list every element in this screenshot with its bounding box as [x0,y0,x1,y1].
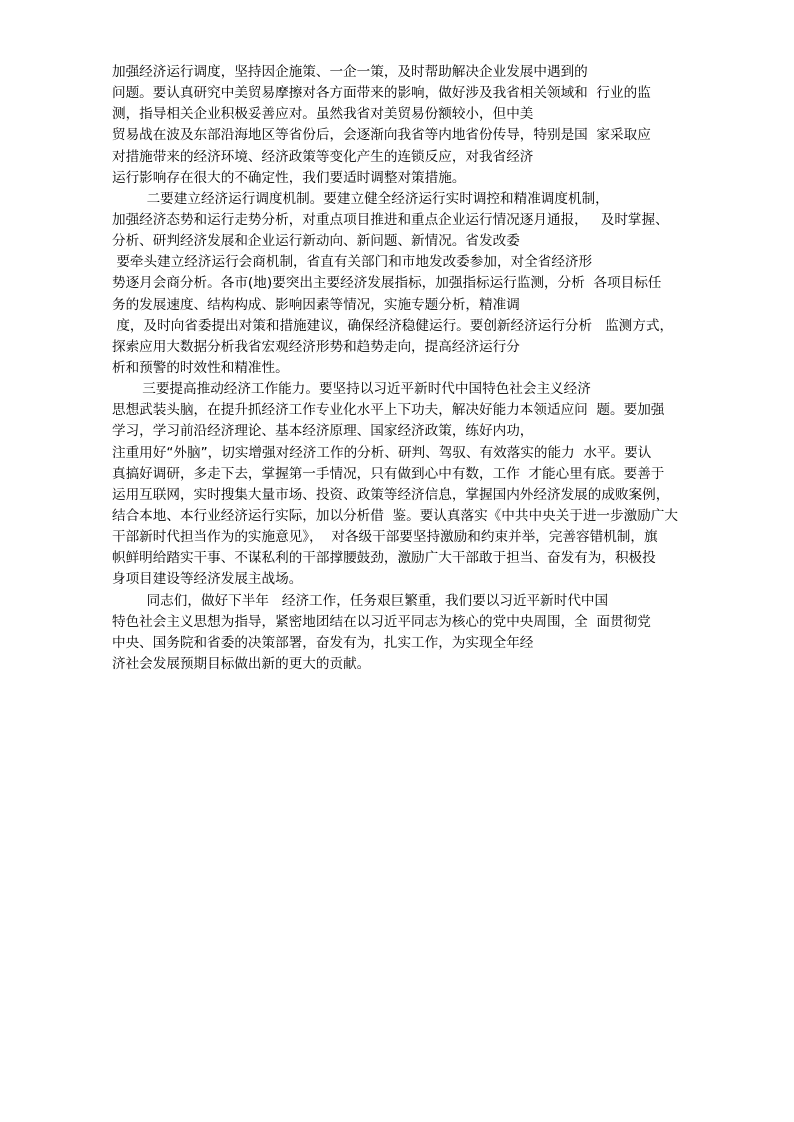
text-line: 特色社会主义思想为指导，紧密地团结在以习近平同志为核心的党中央周围，全 面贯彻党 [112,613,651,630]
text-line: 学习，学习前沿经济理论、基本经济原理、国家经济政策，练好内功， [112,423,534,440]
text-line: 三要提高推动经济工作能力。要坚持以习近平新时代中国特色社会主义经济 [112,381,591,398]
body-text [112,62,702,675]
text-line: 探索应用大数据分析我省宏观经济形势和趋势走向，提高经济运行分 [112,338,520,355]
text-line: 要牵头建立经济运行会商机制，省直有关部门和市地发改委参加，对全省经济形 [112,254,593,271]
text-line: 度，及时向省委提出对策和措施建议，确保经济稳健运行。要创新经济运行分析 监测方式， [112,317,674,334]
text-line: 势逐月会商分析。各市(地)要突出主要经济发展指标，加强指标运行监测，分析 各项目标任 [112,275,662,292]
text-line: 务的发展速度、结构构成、影响因素等情况，实施专题分析，精准调 [112,296,520,313]
text-line: 贸易战在波及东部沿海地区等省份后，会逐渐向我省等内地省份传导，特别是国 家采取应 [112,127,651,144]
text-line: 运用互联网，实时搜集大量市场、投资、政策等经济信息，掌握国内外经济发展的成败案例， [112,486,670,503]
text-line: 中央、国务院和省委的决策部署，奋发有为，扎实工作，为实现全年经 [112,634,534,651]
text-line: 分析、研判经济发展和企业运行新动向、新问题、新情况。省发改委 [112,233,520,250]
text-line: 身项目建设等经济发展主战场。 [112,571,303,588]
text-line: 帜鲜明给踏实干事、不谋私利的干部撑腰鼓劲，激励广大干部敢于担当、奋发有为，积极投 [112,550,656,567]
text-line: 问题。要认真研究中美贸易摩擦对各方面带来的影响，做好涉及我省相关领域和 行业的监 [112,85,651,102]
text-line: 加强经济运行调度，坚持因企施策、一企一策，及时帮助解决企业发展中遇到的 [112,64,588,80]
text-line: 注重用好“外脑”，切实增强对经济工作的分析、研判、驾驭、有效落实的能力 水平。要认 [112,444,652,461]
text-line: 结合本地、本行业经济运行实际，加以分析借 鉴。要认真落实《中共中央关于进一步激励广大 [112,507,678,524]
text-line: 析和预警的时效性和精准性。 [112,359,289,376]
text-line: 真搞好调研，多走下去，掌握第一手情况，只有做到心中有数，工作 才能心里有底。要善于 [112,465,665,482]
text-line: 同志们，做好下半年 经济工作，任务艰巨繁重，我们要以习近平新时代中国 [112,592,609,609]
text-line: 干部新时代担当作为的实施意见》， 对各级干部要坚持激励和约束并举，完善容错机制，旗 [112,529,658,546]
text-line: 加强经济态势和运行走势分析，对重点项目推进和重点企业运行情况逐月通报， 及时掌握、 [112,211,669,228]
text-line: 对措施带来的经济环境、经济政策等变化产生的连锁反应，对我省经济 [112,148,534,165]
text-line: 济社会发展预期目标做出新的更大的贡献。 [112,655,371,672]
text-line: 测，指导相关企业积极妥善应对。虽然我省对美贸易份额较小，但中美 [112,106,534,123]
text-line: 思想武装头脑，在提升抓经济工作专业化水平上下功夫，解决好能力本领适应问 题。要加强 [112,402,665,419]
text-line: 运行影响存在很大的不确定性，我们要适时调整对策措施。 [112,169,466,186]
text-line: 二要建立经济运行调度机制。要建立健全经济运行实时调控和精准调度机制， [112,190,609,207]
